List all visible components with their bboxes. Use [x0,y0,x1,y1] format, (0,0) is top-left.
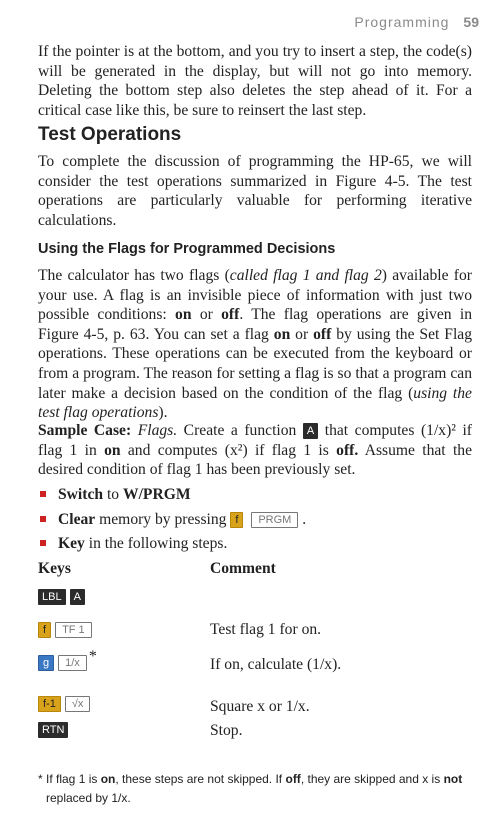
key-prgm: PRGM [251,512,298,528]
key-f: f [38,622,51,638]
table-row [38,588,85,606]
key-rtn: RTN [38,722,68,738]
flags-paragraph: The calculator has two flags (called flag 1 and flag 2) available for your use. A flag is an invisible piece of information with just two possible conditions: on or off. The flag operations are given in Figure 4-5, p. 63. You can set a flag on or off by using the Set Flag operations. These operations can be executed from the keyboard or from a program. The reason for setting a flag is so that a program can later make a decision based on the condition of the flag (using the test flag operations). [38,267,472,422]
keys-column-header: Keys [38,560,71,577]
test-operations-paragraph: To complete the discussion of programming the HP-65, we will consider the test operations summarized in Figure 4-5. The test operations are particularly valuable for performing iterative calculations. [38,153,472,229]
key-a: A [70,589,85,605]
table-row [38,695,90,713]
key-sqrt: √x [65,696,91,712]
key-f: f [230,512,243,528]
section-title: Programming [354,14,450,30]
intro-paragraph: If the pointer is at the bottom, and you try to insert a step, the code(s) will be generated in the display, but will not go into memory. Deleting the bottom step also deletes the step ahead of it. For a critical case like this, be sure to reinsert the last step. [38,43,472,119]
sample-case-paragraph: Sample Case: Flags. Create a function A that computes (1/x)² if flag 1 in on and computes (x²) if flag 1 is off. Assume that the desired condition of flag 1 has been previously set. [38,422,472,479]
step-switch: Switch to W/PRGM [40,485,191,504]
key-reciprocal: 1/x [58,655,87,671]
key-a: A [303,423,318,439]
footnote: * If flag 1 is on, these steps are not skipped. If off, they are skipped and x is not replaced by 1/x. [38,772,463,805]
page-number: 59 [463,14,479,30]
table-row [38,648,97,672]
key-tf1: TF 1 [55,622,92,638]
step-clear: Clear memory by pressing f PRGM . [40,510,306,529]
footnote-mark: * [88,648,97,665]
key-f-inverse: f-1 [38,696,61,712]
test-operations-heading: Test Operations [38,124,182,145]
running-header [354,14,479,30]
key-g: g [38,655,54,671]
comment-text: Square x or 1/x. [210,698,310,715]
bullet-icon [40,491,46,497]
table-row [38,721,68,739]
bullet-icon [40,516,46,522]
comment-text: Stop. [210,722,243,739]
step-key: Key in the following steps. [40,534,227,553]
comment-text: Test flag 1 for on. [210,621,322,638]
table-row [38,621,92,639]
comment-text: If on, calculate (1/x). [210,656,342,673]
comment-column-header: Comment [210,560,276,577]
bullet-icon [40,540,46,546]
key-lbl: LBL [38,589,66,605]
flags-heading: Using the Flags for Programmed Decisions [38,241,336,257]
